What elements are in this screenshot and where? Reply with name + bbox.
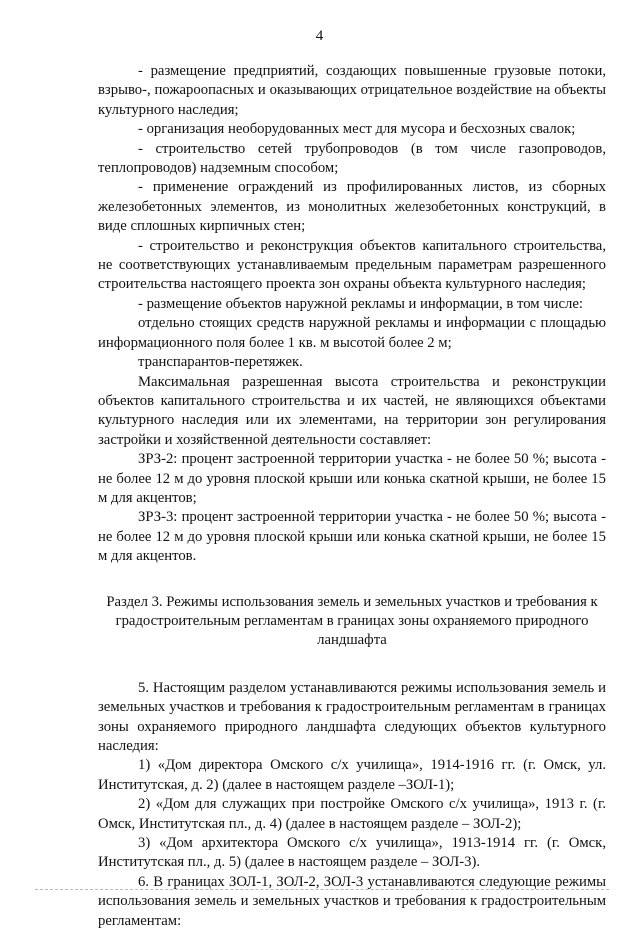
advertising-subitem-standalone: отдельно стоящих средств наружной рекламы и информации с площадью информационного поля более 1 кв. м высотой более 2 м; [98, 315, 606, 351]
prohibition-item-advertising: - размещение объектов наружной рекламы и информации, в том числе: [138, 295, 583, 312]
object-item-zol-3: 3) «Дом архитектора Омского с/х училища», 1913-1914 гг. (г. Омск, Институтская пл., д. 5) (далее в настоящем разделе – ЗОЛ-3). [98, 835, 606, 871]
clause-6-paragraph: 6. В границах ЗОЛ-1, ЗОЛ-2, ЗОЛ-3 устанавливаются следующие режимы использования земель и земельных участков и требования к градостроительным регламентам: [98, 873, 606, 929]
section-title: Раздел 3. Режимы использования земель и земельных участков и требования к градостроительным регламентам в границах зоны охраняемого природного ландшафта [106, 593, 598, 649]
prohibition-item-dumps: - организация необорудованных мест для мусора и бесхозных свалок; [138, 121, 576, 138]
prohibition-item-construction: - строительство и реконструкция объектов капитального строительства, не соответствующих устанавливаемым предельным параметрам разрешенного строительства настоящего проекта зон охраны объекта культурного наследия; [98, 237, 606, 293]
clause-5-paragraph: 5. Настоящим разделом устанавливаются режимы использования земель и земельных участков и требования к градостроительным регламентам в границах зоны охраняемого природного ландшафта следующих объектов культурного наследия: [98, 679, 606, 754]
document-body [98, 62, 606, 931]
prohibition-item-enterprises: - размещение предприятий, создающих повышенные грузовые потоки, взрыво-, пожароопасных и оказывающих отрицательное воздействие на объекты культурного наследия; [98, 63, 606, 118]
advertising-subitem-banners: транспарантов-перетяжек. [138, 354, 303, 371]
page-bottom-divider [35, 889, 609, 890]
prohibition-item-pipelines: - строительство сетей трубопроводов (в том числе газопроводов, теплопроводов) надземным способом; [98, 140, 606, 177]
object-item-zol-2: 2) «Дом для служащих при постройке Омского с/х училища», 1913 г. (г. Омск, Институтская пл., д. 4) (далее в настоящем разделе – ЗОЛ-2); [98, 796, 606, 832]
zrz-3-paragraph: ЗРЗ-3: процент застроенной территории участка - не более 50 %; высота - не более 12 м до уровня плоской крыши или конька скатной крыши, не более 15 м для акцентов. [98, 509, 606, 565]
max-height-paragraph: Максимальная разрешенная высота строительства и реконструкции объектов капитального строительства и их частей, не являющихся объектами культурного наследия или их элементами, на территории зон регулирования застройки и хозяйственной деятельности составляет: [98, 373, 606, 448]
page-number: 4 [315, 28, 324, 44]
object-item-zol-1: 1) «Дом директора Омского с/х училища», 1914-1916 гг. (г. Омск, ул. Институтская, д. 2) (далее в настоящем разделе –ЗОЛ-1); [98, 757, 606, 793]
zrz-2-paragraph: ЗРЗ-2: процент застроенной территории участка - не более 50 %; высота - не более 12 м до уровня плоской крыши или конька скатной крыши, не более 15 м для акцентов; [98, 451, 606, 506]
prohibition-item-fences: - применение ограждений из профилированных листов, из сборных железобетонных элементов, из монолитных железобетонных конструкций, в виде сплошных кирпичных стен; [98, 179, 606, 235]
